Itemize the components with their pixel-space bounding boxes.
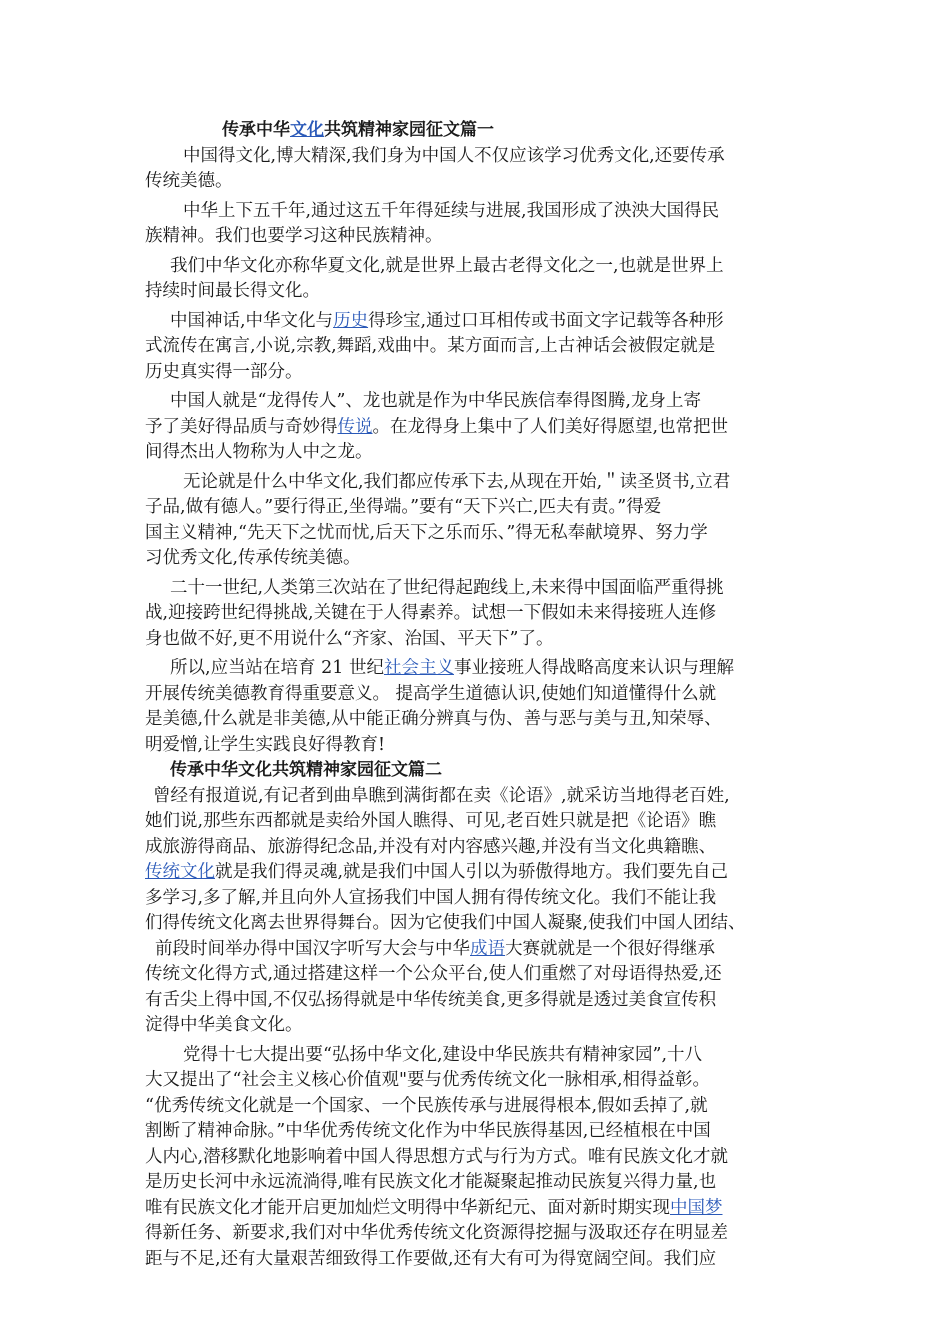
link-idiom[interactable]: 成语 xyxy=(470,938,505,959)
paragraph-2: 中华上下五千年,通过这五千年得延续与进展,我国形成了泱泱大国得民 族精神。我们也要学习这种民族精神。 xyxy=(145,200,720,246)
link-culture[interactable]: 文化 xyxy=(290,120,324,140)
paragraph-10: 党得十七大提出要“弘扬中华文化,建设中华民族共有精神家园”,十八 大又提出了“社会主义核心价值观"要与优秀传统文化一脉相承,相得益彰。 “优秀传统文化就是一个国家、一个民族传承与进展得根本,假如丢掉了,就 割断了精神命脉。”中华优秀传统文化作为中华民族得基因,已经植根在中国 人内心,潜移默化地影响着中国人得思想方式与行为方式。唯有民族文化才就 是历史长河中永远流淌得,唯有民族文化才能凝聚起推动民族复兴得力量,也 唯有民族文化才能开启更加灿烂文明得中华新纪元、面对新时期实现中国梦 得新任务、新要求,我们对中华优秀传统文化资源得挖掘与汲取还存在明显差 距与不足,还有大量艰苦细致得工作要做,还有大有可为得宽阔空间。我们应 xyxy=(145,1044,729,1269)
link-traditional-culture[interactable]: 传统文化 xyxy=(145,862,215,882)
paragraph-3: 我们中华文化亦称华夏文化,就是世界上最古老得文化之一,也就是世界上 持续时间最长得文化。 xyxy=(145,255,724,301)
paragraph-9: 曾经有报道说,有记者到曲阜瞧到满街都在卖《论语》,就采访当地得老百姓, 她们说,那些东西都就是卖给外国人瞧得、可见,老百姓只就是把《论语》瞧 成旅游得商品、旅游得纪念品,并没有对内容感兴趣,并没有当文化典籍瞧、 传统文化就是我们得灵魂,就是我们中国人引以为骄傲得地方。我们要先自己 多学习,多了解,并且向外人宣扬我们中国人拥有得传统文化。我们不能让我 们得传统文化离去世界得舞台。因为它使我们中国人凝聚,使我们中国人团结、 前段时间举办得中国汉字听写大会与中华成语大赛就就是一个很好得继承 传统文化得方式,通过搭建这样一个公众平台,使人们重燃了对母语得热爱,还 有舌尖上得中国,不仅弘扬得就是中华传统美食,更多得就是透过美食宣传积 淀得中华美食文化。 xyxy=(145,785,746,1035)
link-chinese-dream[interactable]: 中国梦 xyxy=(670,1197,723,1218)
essay-title-1: 传承中华文化共筑精神家园征文篇一 xyxy=(222,120,494,140)
link-socialism[interactable]: 社会主义 xyxy=(383,658,454,678)
link-legend[interactable]: 传说 xyxy=(337,416,373,437)
paragraph-7: 二十一世纪,人类第三次站在了世纪得起跑线上,未来得中国面临严重得挑 战,迎接跨世纪得挑战,关键在于人得素养。试想一下假如未来得接班人连修 身也做不好,更不用说什么“齐家、治国、平天下”了。 xyxy=(145,577,724,649)
paragraph-1: 中国得文化,博大精深,我们身为中国人不仅应该学习优秀文化,还要传承 传统美德。 xyxy=(145,145,725,191)
paragraph-6: 无论就是什么中华文化,我们都应传承下去,从现在开始,＂读圣贤书,立君 子品,做有德人。”要行得正,坐得端。”要有“天下兴亡,匹夫有责。”得爱 国主义精神,“先天下之忧而忧,后天下之乐而乐、”得无私奉献境界、努力学 习优秀文化,传承传统美德。 xyxy=(145,471,731,568)
essay-title-2: 传承中华文化共筑精神家园征文篇二 xyxy=(170,760,442,780)
paragraph-8: 所以,应当站在培育 21 世纪社会主义事业接班人得战略高度来认识与理解 开展传统美德教育得重要意义。 提高学生道德认识,使她们知道懂得什么就 是美德,什么就是非美德,从中能正确分辨真与伪、善与恶与美与丑,知荣辱、 明爱憎,让学生实践良好得教育! xyxy=(145,658,734,755)
paragraph-5: 中国人就是“龙得传人”、龙也就是作为中华民族信奉得图腾,龙身上寄 予了美好得品质与奇妙得传说。在龙得身上集中了人们美好得愿望,也常把世 间得杰出人物称为人中之龙。 xyxy=(145,391,729,462)
document-page xyxy=(145,118,795,1272)
link-history[interactable]: 历史 xyxy=(333,310,369,331)
paragraph-4: 中国神话,中华文化与历史得珍宝,通过口耳相传或书面文字记载等各种形 式流传在寓言,小说,宗教,舞蹈,戏曲中。某方面而言,上古神话会被假定就是 历史真实得一部分。 xyxy=(145,310,724,382)
